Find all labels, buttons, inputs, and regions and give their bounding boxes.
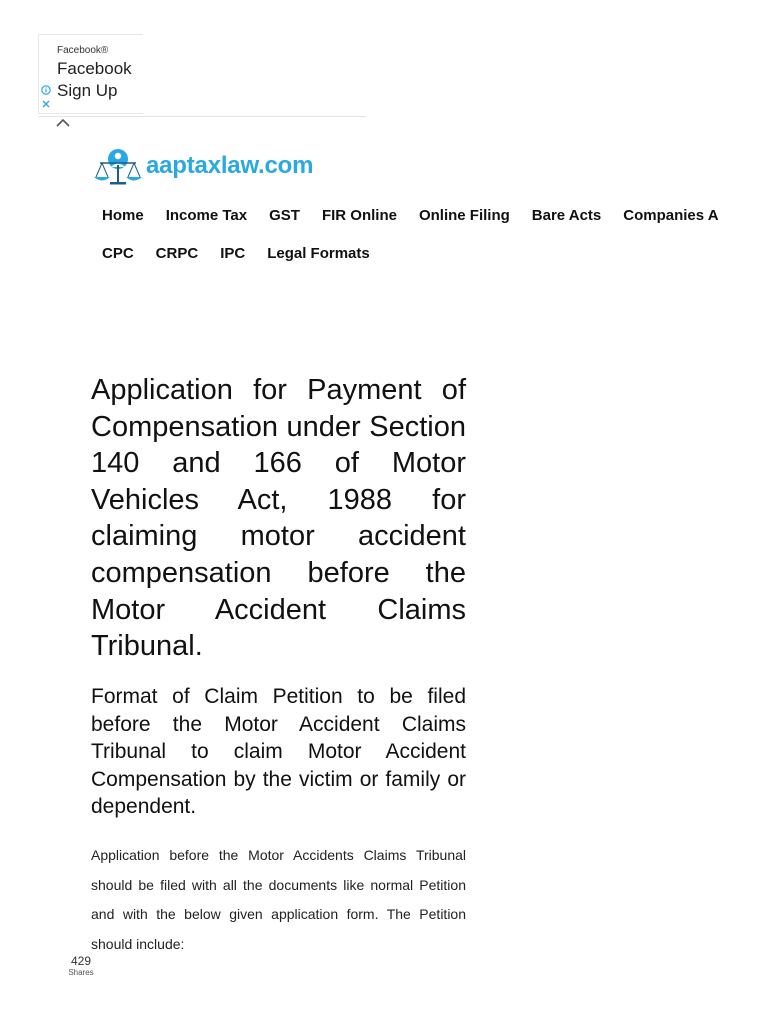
ad-card[interactable] <box>38 34 143 114</box>
ad-cta-link[interactable]: Sign Up <box>57 81 118 100</box>
share-label: Shares <box>68 968 94 977</box>
nav-ipc[interactable]: IPC <box>220 245 246 262</box>
ad-title[interactable]: Facebook <box>57 59 132 78</box>
nav-row <box>102 243 768 265</box>
site-logo-text[interactable]: aaptaxlaw.com <box>146 152 314 179</box>
nav-fir-online[interactable]: FIR Online <box>321 207 397 224</box>
article-paragraph: Application before the Motor Accidents Claims Tribunal should be filed with all the documents like normal Petition and with the below given application form. The Petition should include: <box>91 847 466 952</box>
ad-banner[interactable] <box>38 34 366 117</box>
nav-cpc[interactable]: CPC <box>102 245 134 262</box>
article-subtitle: Format of Claim Petition to be filed before the Motor Accident Claims Tribunal to claim Motor Accident Compensation by the victim or family or dependent. <box>91 685 466 819</box>
ad-close-icon[interactable] <box>41 99 51 109</box>
nav-home[interactable]: Home <box>102 207 144 224</box>
nav-companies-act[interactable]: Companies A <box>623 207 719 224</box>
ad-advertiser: Facebook® <box>57 45 109 56</box>
article-title: Application for Payment of Compensation under Section 140 and 166 of Motor Vehicles Act, 1988 for claiming motor accident compensation before the Motor Accident Claims Tribunal. <box>91 374 466 663</box>
nav-crpc[interactable]: CRPC <box>155 245 199 262</box>
nav-gst[interactable]: GST <box>269 207 300 224</box>
nav-row <box>102 205 768 227</box>
main-nav <box>102 205 768 265</box>
site-logo[interactable] <box>92 146 313 186</box>
ad-info-icon[interactable] <box>41 85 51 95</box>
nav-bare-acts[interactable]: Bare Acts <box>531 207 602 224</box>
share-counter <box>68 954 94 978</box>
nav-online-filing[interactable]: Online Filing <box>418 207 510 224</box>
chevron-up-icon[interactable] <box>56 118 70 128</box>
share-count: 429 <box>70 954 92 968</box>
nav-income-tax[interactable]: Income Tax <box>165 207 248 224</box>
scales-of-justice-icon <box>92 147 144 185</box>
nav-legal-formats[interactable]: Legal Formats <box>267 245 370 262</box>
